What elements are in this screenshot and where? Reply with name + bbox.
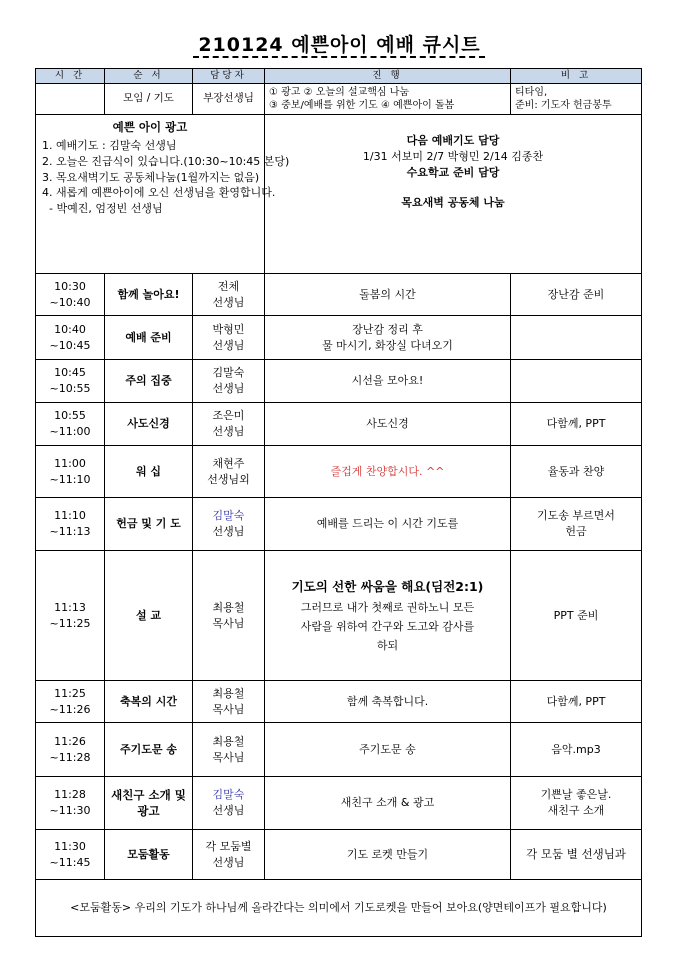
row-order: 워 십 — [105, 446, 193, 498]
row-time: 10:45 ~10:55 — [36, 360, 105, 403]
row-time: 11:30 ~11:45 — [36, 830, 105, 880]
next-prayer-schedule: 1/31 서보미 2/7 박형민 2/14 김종찬 — [362, 149, 544, 163]
row-person: 최용철 목사님 — [193, 681, 265, 723]
row-time: 11:10 ~11:13 — [36, 498, 105, 551]
row-order: 주의 집중 — [105, 360, 193, 403]
row-program: 기도 로켓 만들기 — [265, 830, 511, 880]
row-time: 10:40 ~10:45 — [36, 316, 105, 360]
row-person: 전체 선생님 — [193, 274, 265, 316]
announcement-item: - 박예진, 엄정빈 선생님 — [42, 202, 163, 216]
row-person: 채현주 선생님외 — [193, 446, 265, 498]
gathering-program-line: ③ 중보/예배를 위한 기도 ④ 예쁜아이 돌봄 — [269, 100, 455, 111]
header-note: 비 고 — [511, 69, 642, 84]
schedule-row — [36, 274, 642, 316]
gathering-person: 부장선생님 — [193, 84, 265, 115]
row-note: 기쁜날 좋은날. 새친구 소개 — [511, 777, 642, 830]
row-note — [511, 360, 642, 403]
row-order: 함께 놀아요! — [105, 274, 193, 316]
schedule-row — [36, 830, 642, 880]
row-note: 기도송 부르면서 헌금 — [511, 498, 642, 551]
announcement-item: 3. 목요새벽기도 공동체나눔(1월까지는 없음) — [42, 170, 260, 184]
cue-sheet-table — [35, 68, 642, 937]
row-time: 10:30 ~10:40 — [36, 274, 105, 316]
row-program: 돌봄의 시간 — [265, 274, 511, 316]
page-title: 210124 예쁜아이 예배 큐시트 — [198, 34, 481, 56]
row-program: 기도의 선한 싸움을 해요(딤전2:1) 그러므로 내가 첫째로 권하노니 모든 사람을 위하여 간구와 도고와 감사를 하되 — [265, 551, 511, 681]
row-note: 율동과 찬양 — [511, 446, 642, 498]
schedule-row — [36, 360, 642, 403]
row-program: 함께 축복합니다. — [265, 681, 511, 723]
footer-row — [36, 880, 642, 937]
row-person: 조은미 선생님 — [193, 403, 265, 446]
row-person: 김말숙 선생님 — [193, 777, 265, 830]
schedule-row — [36, 446, 642, 498]
row-program: 장난감 정리 후 물 마시기, 화장실 다녀오기 — [265, 316, 511, 360]
header-program: 진 행 — [265, 69, 511, 84]
schedule-row — [36, 777, 642, 830]
row-note: PPT 준비 — [511, 551, 642, 681]
row-person: 각 모둠별 선생님 — [193, 830, 265, 880]
row-note: 각 모둠 별 선생님과 — [511, 830, 642, 880]
row-order: 모둠활동 — [105, 830, 193, 880]
row-person: 박형민 선생님 — [193, 316, 265, 360]
announcement-item: 4. 새롭게 예쁜아이에 오신 선생님을 환영합니다. — [42, 186, 276, 200]
row-order: 예배 준비 — [105, 316, 193, 360]
gathering-order: 모임 / 기도 — [105, 84, 193, 115]
next-prayer-title: 다음 예배기도 담당 — [406, 134, 500, 147]
announcements-title: 예쁜 아이 광고 — [112, 120, 188, 134]
gathering-program — [265, 84, 511, 115]
row-program: 새친구 소개 & 광고 — [265, 777, 511, 830]
footer-note: <모둠활동> 우리의 기도가 하나님께 올라간다는 의미에서 기도로켓을 만들어 보아요(양면테이프가 필요합니다) — [36, 880, 642, 937]
row-order: 축복의 시간 — [105, 681, 193, 723]
schedule-row — [36, 681, 642, 723]
row-time: 11:25 ~11:26 — [36, 681, 105, 723]
gathering-note — [511, 84, 642, 115]
row-person: 최용철 목사님 — [193, 551, 265, 681]
row-order: 설 교 — [105, 551, 193, 681]
gathering-note-line: 준비: 기도자 헌금봉투 — [515, 100, 612, 111]
gathering-note-line: 티타임, — [515, 86, 548, 98]
announcements-box — [36, 115, 290, 274]
row-order: 헌금 및 기 도 — [105, 498, 193, 551]
header-row — [36, 69, 642, 84]
header-person: 담당자 — [193, 69, 265, 84]
title-underline — [193, 56, 485, 58]
info-row — [36, 115, 642, 274]
schedule-row — [36, 551, 642, 681]
announcement-item: 2. 오늘은 진급식이 있습니다.(10:30~10:45 본당) — [42, 154, 290, 168]
row-person: 최용철 목사님 — [193, 723, 265, 777]
row-time: 11:28 ~11:30 — [36, 777, 105, 830]
header-time: 시 간 — [36, 69, 105, 84]
header-order: 순 서 — [105, 69, 193, 84]
row-note: 장난감 준비 — [511, 274, 642, 316]
row-program: 사도신경 — [265, 403, 511, 446]
gathering-time — [36, 84, 105, 115]
thursday-dawn-title: 목요새벽 공동체 나눔 — [401, 195, 505, 209]
wednesday-school-title: 수요학교 준비 담당 — [406, 165, 500, 179]
row-order: 사도신경 — [105, 403, 193, 446]
announcement-item: 1. 예배기도 : 김말숙 선생님 — [42, 138, 177, 152]
gathering-row — [36, 84, 642, 115]
row-program: 주기도문 송 — [265, 723, 511, 777]
gathering-program-line: ① 광고 ② 오늘의 설교핵심 나눔 — [269, 86, 410, 98]
duty-box — [265, 115, 642, 274]
row-note: 다함께, PPT — [511, 403, 642, 446]
row-time: 11:26 ~11:28 — [36, 723, 105, 777]
row-person: 김말숙 선생님 — [193, 498, 265, 551]
row-person: 김말숙 선생님 — [193, 360, 265, 403]
row-note: 다함께, PPT — [511, 681, 642, 723]
row-program: 시선을 모아요! — [265, 360, 511, 403]
schedule-row — [36, 316, 642, 360]
row-time: 10:55 ~11:00 — [36, 403, 105, 446]
row-order: 새친구 소개 및 광고 — [105, 777, 193, 830]
sermon-title: 기도의 선한 싸움을 해요(딤전2:1) — [291, 578, 484, 594]
row-program: 즐겁게 찬양합시다. ^^ — [265, 446, 511, 498]
row-note — [511, 316, 642, 360]
row-time: 11:13 ~11:25 — [36, 551, 105, 681]
row-program: 예배를 드리는 이 시간 기도를 — [265, 498, 511, 551]
row-note: 음악.mp3 — [511, 723, 642, 777]
row-order: 주기도문 송 — [105, 723, 193, 777]
schedule-row — [36, 723, 642, 777]
schedule-row — [36, 498, 642, 551]
row-time: 11:00 ~11:10 — [36, 446, 105, 498]
schedule-row — [36, 403, 642, 446]
